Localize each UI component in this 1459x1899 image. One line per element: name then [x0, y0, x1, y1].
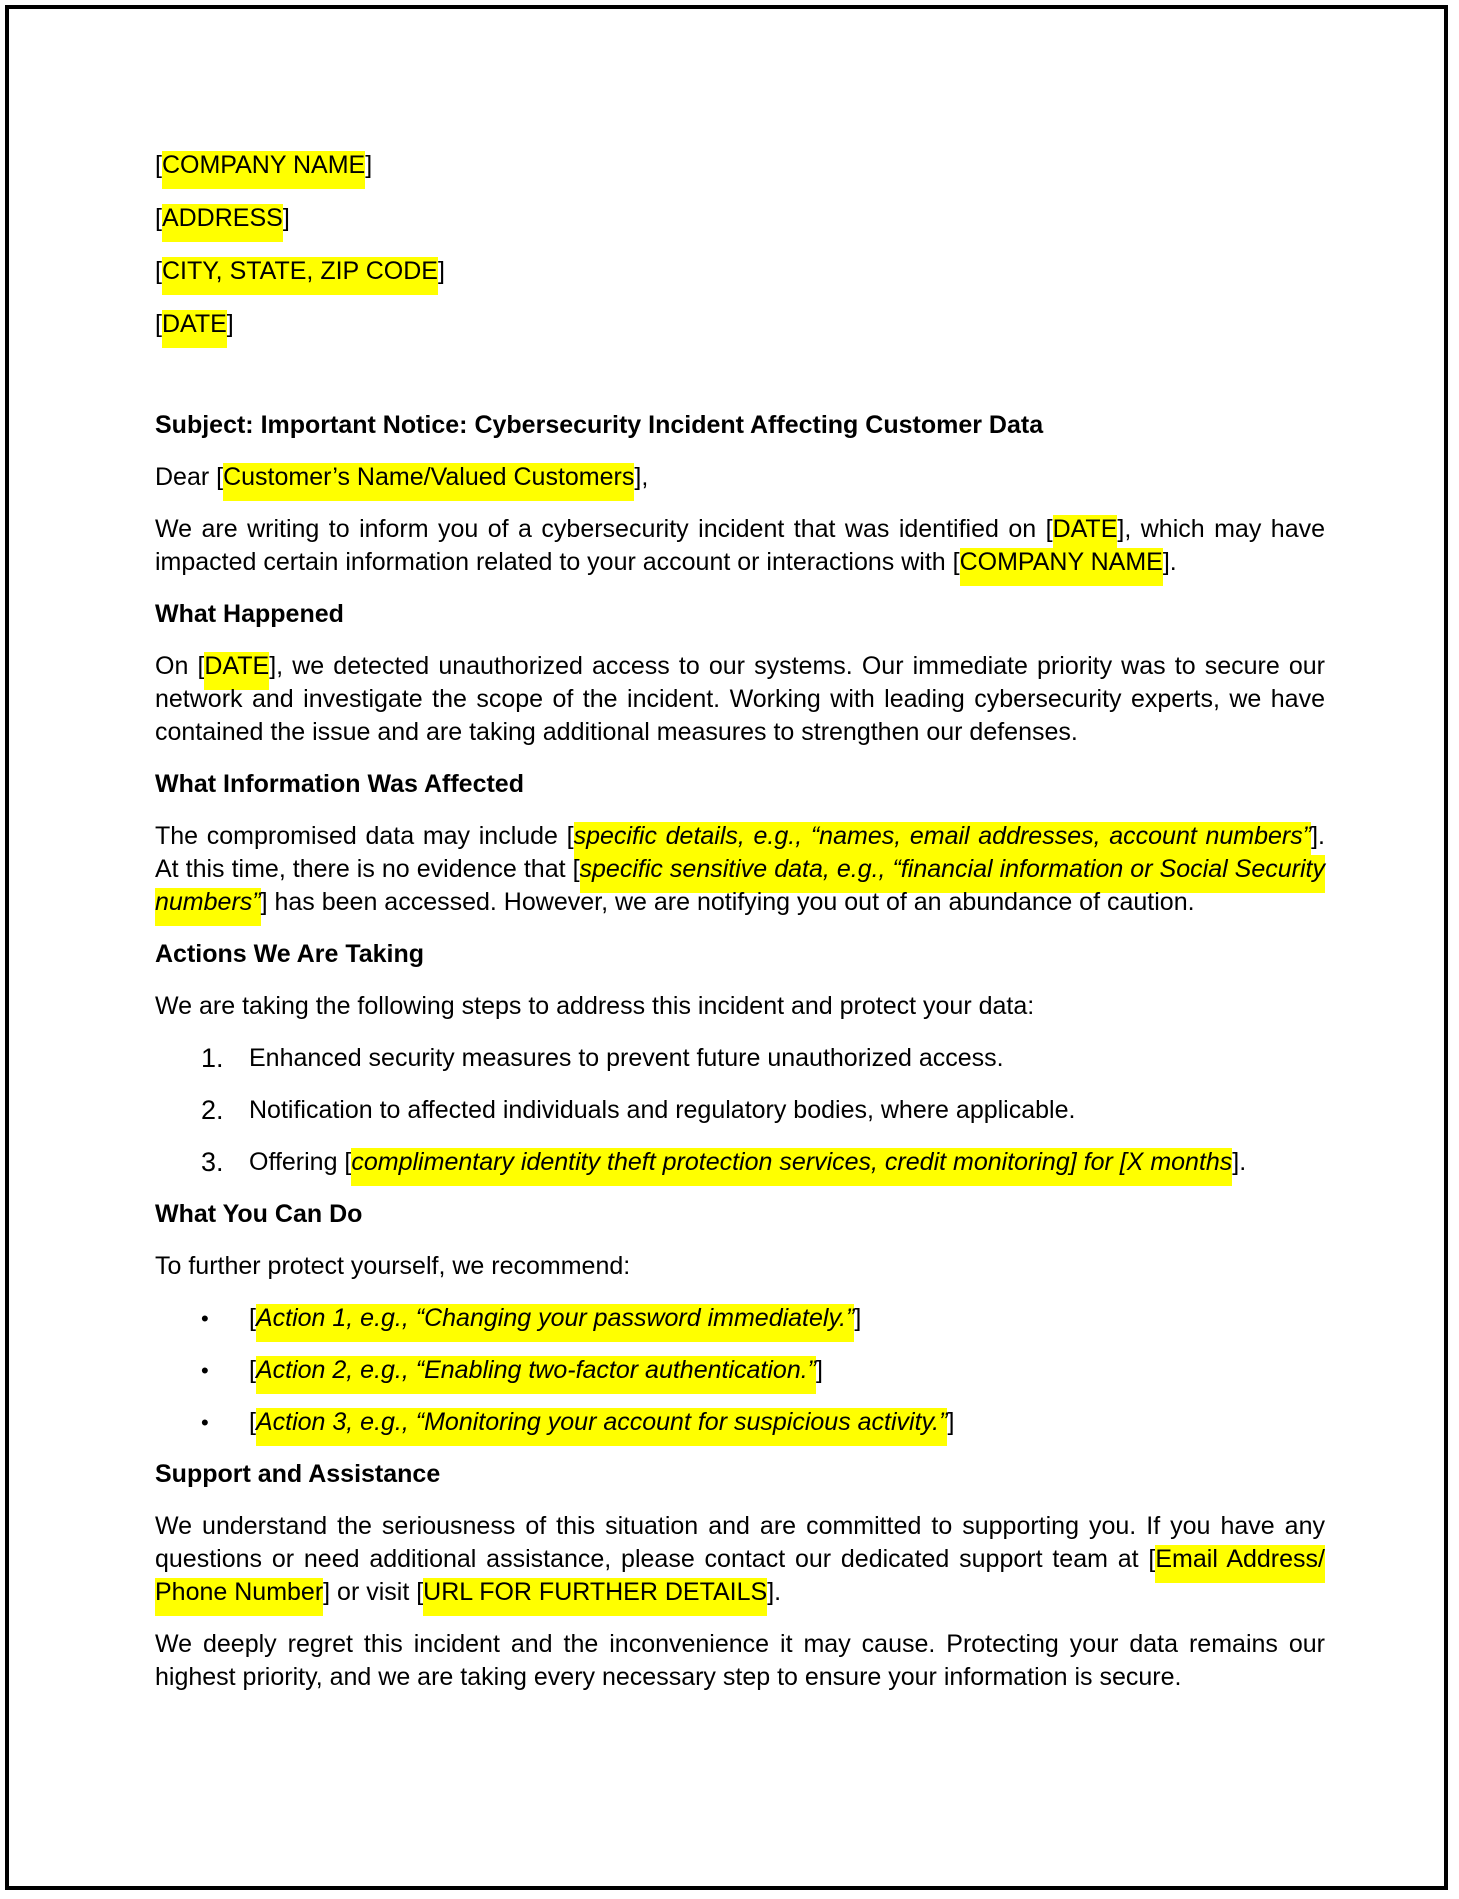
url-placeholder: URL FOR FURTHER DETAILS [423, 1578, 767, 1616]
company-name-inline-placeholder: COMPANY NAME [960, 548, 1163, 586]
detection-date-placeholder: DATE [204, 652, 269, 690]
document-page [5, 5, 1448, 1890]
list-item: 2. Notification to affected individuals and regulatory bodies, where applicable. [155, 1094, 1325, 1127]
sender-block [155, 149, 1325, 341]
city-state-zip-placeholder: CITY, STATE, ZIP CODE [162, 257, 438, 295]
list-item: 3. Offering [complimentary identity theft protection services, credit monitoring] for [X months]. [155, 1146, 1325, 1179]
closing-paragraph: We deeply regret this incident and the inconvenience it may cause. Protecting your data remains our highest priority, and we are taking every necessary step to ensure your information is secure. [155, 1630, 1325, 1691]
company-name-line: [COMPANY NAME] [155, 149, 1325, 182]
action-1-placeholder: Action 1, e.g., “Changing your password immediately.” [256, 1304, 854, 1342]
address-placeholder: ADDRESS [162, 204, 283, 242]
date-line: [DATE] [155, 308, 1325, 341]
list-number: 1. [201, 1043, 224, 1073]
actions-list [155, 1042, 1325, 1179]
list-number: 3. [201, 1147, 224, 1177]
recommendations-list [155, 1302, 1325, 1439]
support-paragraph: We understand the seriousness of this situation and are committed to supporting you. If you have any questions or need additional assistance, please contact our dedicated support team at [Email Address/ Phone Number] or visit [URL FOR FURTHER DETAILS]. [155, 1510, 1325, 1609]
customer-name-placeholder: Customer’s Name/Valued Customers [223, 463, 634, 501]
contact-placeholder: Email Address/ Phone Number [155, 1545, 1325, 1616]
what-happened-paragraph: On [DATE], we detected unauthorized access to our systems. Our immediate priority was to secure our network and investigate the scope of the incident. Working with leading cybersecurity experts, we have contained the issue and are taking additional measures to strengthen our defenses. [155, 652, 1325, 746]
list-item: • [Action 1, e.g., “Changing your password immediately.”] [155, 1302, 1325, 1335]
info-affected-paragraph: The compromised data may include [specific details, e.g., “names, email addresses, account numbers”]. At this time, there is no evidence that [specific sensitive data, e.g., “financial information or Social Security numbers”] has been accessed. However, we are notifying you out of an abundance of caution. [155, 820, 1325, 919]
date-placeholder: DATE [162, 310, 227, 348]
compromised-data-placeholder: specific details, e.g., “names, email addresses, account numbers” [574, 822, 1311, 860]
bullet-icon: • [201, 1358, 209, 1383]
company-name-placeholder: COMPANY NAME [162, 151, 365, 189]
protection-services-placeholder: complimentary identity theft protection services, credit monitoring] for [X months [351, 1148, 1232, 1186]
action-2-placeholder: Action 2, e.g., “Enabling two-factor authentication.” [256, 1356, 816, 1394]
support-heading: Support and Assistance [155, 1460, 441, 1488]
letter-body [155, 149, 1325, 1713]
actions-heading: Actions We Are Taking [155, 940, 425, 968]
greeting: Dear [Customer’s Name/Valued Customers], [155, 461, 1325, 494]
what-you-can-do-heading: What You Can Do [155, 1200, 363, 1228]
list-item: 1. Enhanced security measures to prevent future unauthorized access. [155, 1042, 1325, 1075]
address-line: [ADDRESS] [155, 202, 1325, 235]
action-3-placeholder: Action 3, e.g., “Monitoring your account for suspicious activity.” [256, 1408, 948, 1446]
subject-line: Subject: Important Notice: Cybersecurity Incident Affecting Customer Data [155, 411, 1044, 439]
city-state-zip-line: [CITY, STATE, ZIP CODE] [155, 255, 1325, 288]
bullet-icon: • [201, 1306, 209, 1331]
sensitive-data-placeholder: specific sensitive data, e.g., “financial information or Social Security numbers” [155, 855, 1325, 926]
list-number: 2. [201, 1095, 224, 1125]
bullet-icon: • [201, 1410, 209, 1435]
list-item: • [Action 3, e.g., “Monitoring your account for suspicious activity.”] [155, 1406, 1325, 1439]
actions-intro: We are taking the following steps to address this incident and protect your data: [155, 992, 1035, 1020]
intro-paragraph: We are writing to inform you of a cybersecurity incident that was identified on [DATE], which may have impacted certain information related to your account or interactions with [COMPANY NAME]. [155, 513, 1325, 579]
what-happened-heading: What Happened [155, 600, 344, 628]
incident-date-placeholder: DATE [1053, 515, 1118, 553]
list-item: • [Action 2, e.g., “Enabling two-factor authentication.”] [155, 1354, 1325, 1387]
info-affected-heading: What Information Was Affected [155, 770, 524, 798]
what-you-can-do-intro: To further protect yourself, we recommend: [155, 1252, 631, 1280]
